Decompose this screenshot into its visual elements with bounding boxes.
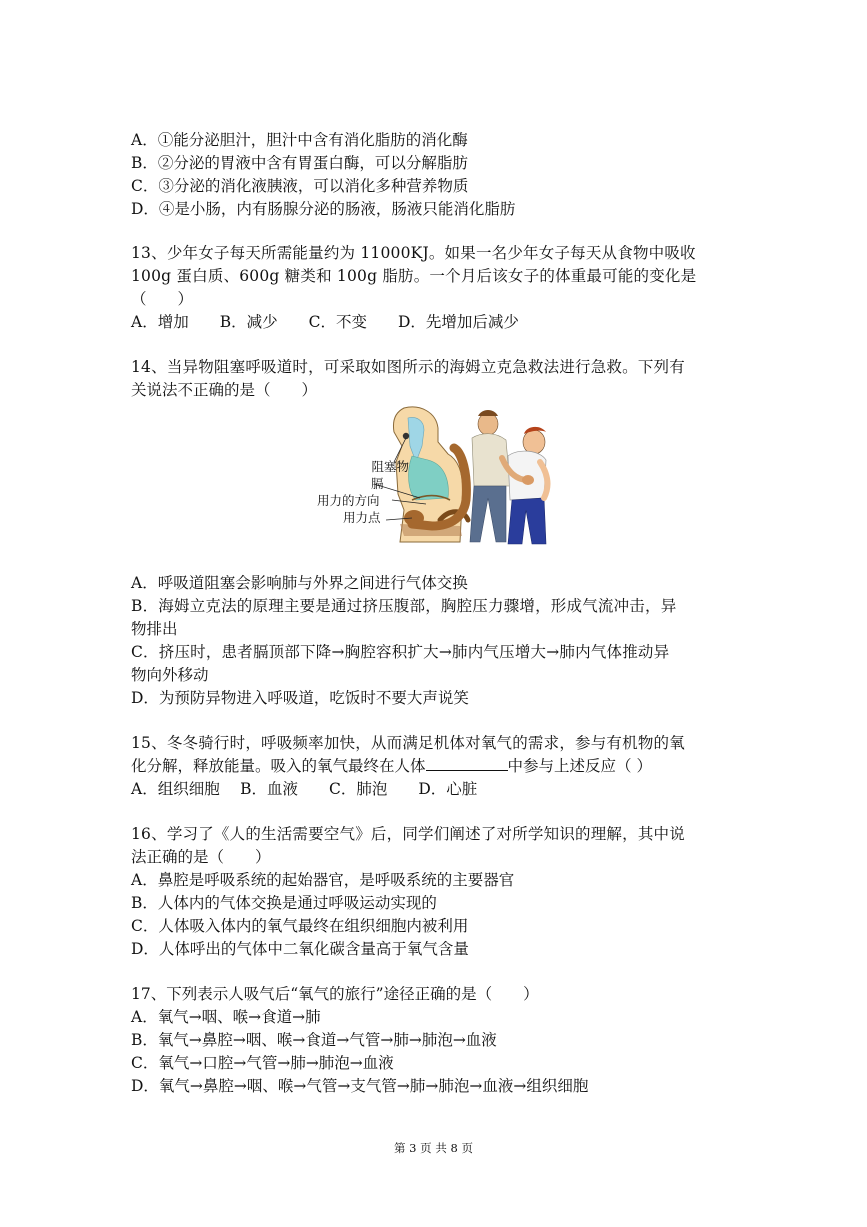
q14-option-a: A．呼吸道阻塞会影响肺与外界之间进行气体交换 (131, 574, 468, 592)
q14-option-d: D．为预防异物进入呼吸道，吃饭时不要大声说笑 (131, 689, 469, 707)
q17-option-a: A．氧气→咽、喉→食道→肺 (131, 1008, 321, 1026)
figure-labels (349, 458, 409, 492)
q17-stem: 17、下列表示人吸气后“氧气的旅行”途径正确的是（ ） (131, 985, 539, 1003)
q16-option-c: C．人体吸入体内的氧气最终在组织细胞内被利用 (131, 917, 469, 935)
q17-option-b: B．氧气→鼻腔→咽、喉→食道→气管→肺→肺泡→血液 (131, 1031, 497, 1049)
q12-option-b: B．②分泌的胃液中含有胃蛋白酶，可以分解脂肪 (131, 154, 468, 172)
q15-blank (426, 756, 508, 771)
q12-option-d: D．④是小肠，内有肠腺分泌的肠液，肠液只能消化脂肪 (131, 200, 516, 218)
figure-labels-lower (317, 492, 397, 526)
q13-stem-line2: 100g 蛋白质、600g 糖类和 100g 脂肪。一个月后该女子的体重最可能的变化是 (131, 267, 697, 285)
q14-stem-line1: 14、当异物阻塞呼吸道时，可采取如图所示的海姆立克急救法进行急救。下列有 (131, 358, 685, 376)
q13-options: A．增加 B．减少 C．不变 D．先增加后减少 (131, 313, 519, 331)
q17-option-c: C．氧气→口腔→气管→肺→肺泡→血液 (131, 1054, 394, 1072)
q12-option-a: A．①能分泌胆汁，胆汁中含有消化脂肪的消化酶 (131, 131, 468, 149)
q15-stem-line2 (131, 755, 652, 777)
q12-option-c: C．③分泌的消化液胰液，可以消化多种营养物质 (131, 177, 469, 195)
q17-option-d: D．氧气→鼻腔→咽、喉→气管→支气管→肺→肺泡→血液→组织细胞 (131, 1077, 589, 1095)
q16-option-b: B．人体内的气体交换是通过呼吸运动实现的 (131, 894, 437, 912)
q15-stem-part2: 中参与上述反应（ ） (507, 757, 652, 775)
label-force-direction: 用力的方向 (317, 493, 380, 508)
q16-option-d: D．人体呼出的气体中二氧化碳含量高于氧气含量 (131, 940, 469, 958)
q15-options: A．组织细胞 B．血液 C．肺泡 D．心脏 (131, 780, 478, 798)
q14-option-b-line2: 物排出 (131, 620, 178, 638)
q13-stem-line3: （ ） (131, 290, 194, 308)
q13-stem-line1: 13、少年女子每天所需能量约为 11000KJ。如果一名少年女子每天从食物中吸收 (131, 244, 696, 262)
label-diaphragm: 膈 (371, 476, 384, 491)
q14-option-b-line1: B．海姆立克法的原理主要是通过挤压腹部，胸腔压力骤增，形成气流冲击，异 (131, 597, 677, 615)
q16-stem-line2: 法正确的是（ ） (131, 848, 271, 866)
q14-option-c-line2: 物向外移动 (131, 666, 209, 684)
page-footer: 第 3 页 共 8 页 (394, 1141, 473, 1155)
rescue-scene (470, 410, 547, 544)
q16-stem-line1: 16、学习了《人的生活需要空气》后，同学们阐述了对所学知识的理解，其中说 (131, 825, 685, 843)
label-obstruction: 阻塞物 (371, 459, 409, 474)
q16-option-a: A．鼻腔是呼吸系统的起始器官，是呼吸系统的主要器官 (131, 871, 515, 889)
q14-stem-line2: 关说法不正确的是（ ） (131, 381, 318, 399)
label-force-point: 用力点 (343, 510, 381, 525)
q15-stem-line1: 15、冬冬骑行时，呼吸频率加快，从而满足机体对氧气的需求，参与有机物的氧 (131, 734, 685, 752)
q15-stem-part1: 化分解，释放能量。吸入的氧气最终在人体 (131, 757, 426, 775)
q14-option-c-line1: C．挤压时，患者膈顶部下降→胸腔容积扩大→肺内气压增大→肺内气体推动异 (131, 643, 670, 661)
